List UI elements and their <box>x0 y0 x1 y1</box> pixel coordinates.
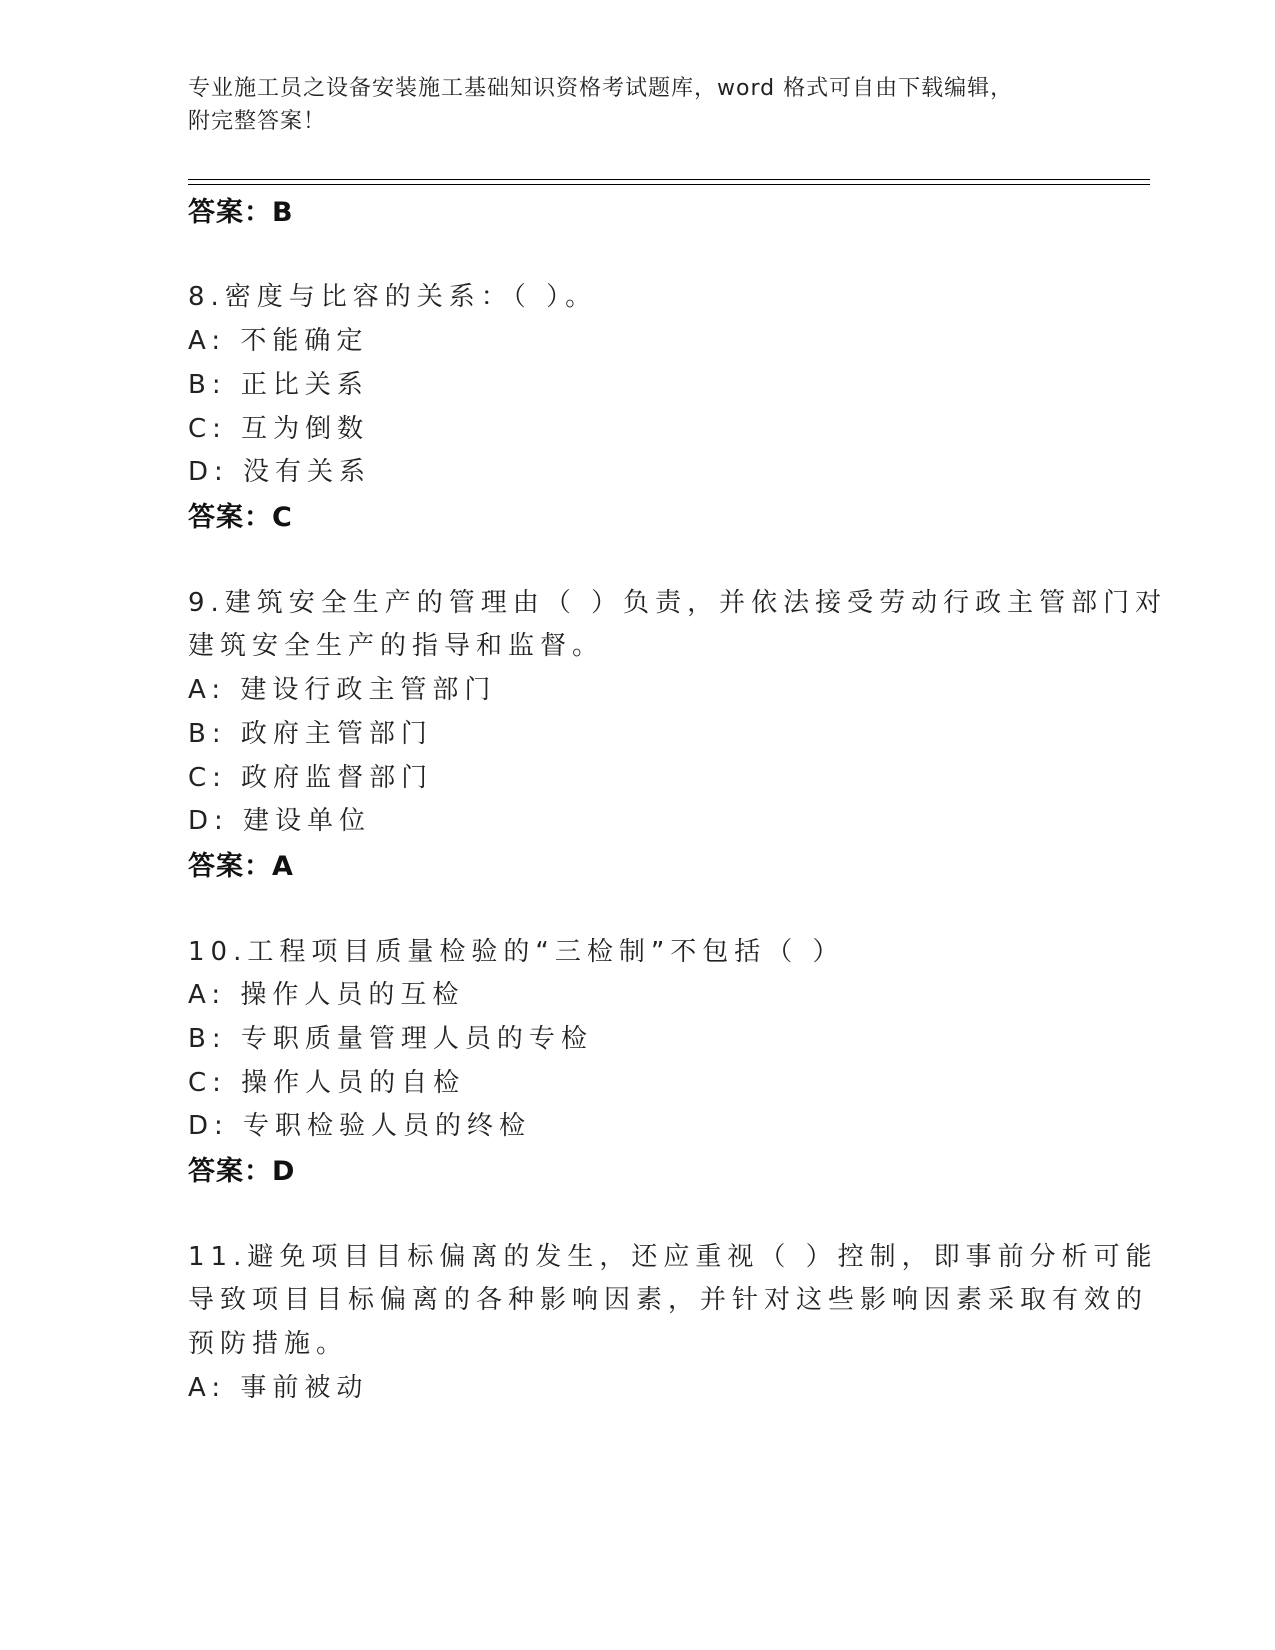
question-11-text-line-2: 导致项目目标偏离的各种影响因素，并针对这些影响因素采取有效的 <box>188 1285 1149 1315</box>
question-11-text-line-3: 预防措施。 <box>188 1329 349 1359</box>
header-line-2: 附完整答案！ <box>188 109 327 134</box>
question-10-option-d: D: 专职检验人员的终检 <box>188 1111 532 1141</box>
header-line-1: 专业施工员之设备安装施工基础知识资格考试题库，word 格式可自由下载编辑， <box>188 76 1014 101</box>
header-rule-bottom <box>188 184 1150 185</box>
question-8-option-d: D: 没有关系 <box>188 457 372 487</box>
question-8-option-c: C: 互为倒数 <box>188 414 370 444</box>
question-11-option-a: A: 事前被动 <box>188 1373 369 1403</box>
answer-prev: 答案：B <box>188 197 294 228</box>
question-9-text-line-1: 9.建筑安全生产的管理由（ ）负责，并依法接受劳动行政主管部门对 <box>188 588 1168 618</box>
question-9-answer: 答案：A <box>188 851 294 882</box>
question-8-option-a: A: 不能确定 <box>188 326 369 356</box>
header-rule-top <box>188 179 1150 180</box>
question-10-option-c: C: 操作人员的自检 <box>188 1068 466 1098</box>
question-11-text-line-1: 11.避免项目目标偏离的发生，还应重视（ ）控制，即事前分析可能 <box>188 1242 1158 1272</box>
document-header <box>188 72 1088 138</box>
question-10-option-a: A: 操作人员的互检 <box>188 980 465 1010</box>
question-8-option-b: B: 正比关系 <box>188 370 369 400</box>
question-10-option-b: B: 专职质量管理人员的专检 <box>188 1024 593 1054</box>
question-8-answer: 答案：C <box>188 502 293 533</box>
question-9-option-d: D: 建设单位 <box>188 806 372 836</box>
question-9-option-c: C: 政府监督部门 <box>188 763 434 793</box>
question-10-answer: 答案：D <box>188 1156 296 1187</box>
question-10-text: 10.工程项目质量检验的“三检制”不包括（ ） <box>188 937 845 967</box>
question-9-option-b: B: 政府主管部门 <box>188 719 433 749</box>
question-9-text-line-2: 建筑安全生产的指导和监督。 <box>188 631 605 661</box>
question-9-option-a: A: 建设行政主管部门 <box>188 675 497 705</box>
question-8-text: 8.密度与比容的关系：（ ）。 <box>188 282 598 312</box>
